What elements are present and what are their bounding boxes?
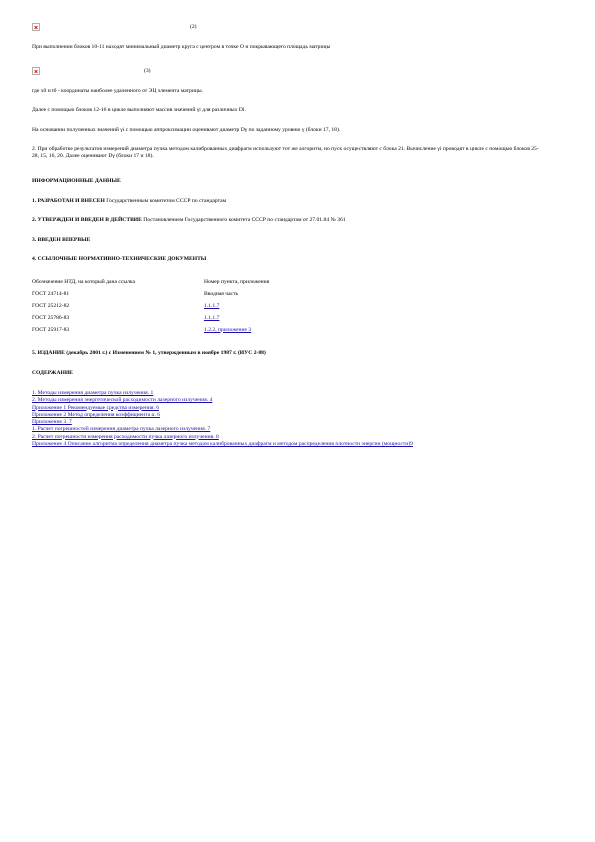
- info-item-2: [32, 217, 539, 224]
- formula-2-row: [32, 22, 539, 32]
- info-item-text: Постановлением Государственного комитета СССР по стандартам от 27.01.84 № 361: [141, 217, 346, 223]
- table-header-row: [32, 276, 269, 288]
- info-item-5: 5. ИЗДАНИЕ (декабрь 2001 г.) с Изменением № 1, утвержденным в ноябре 1987 г. (ИУС 2-88): [32, 350, 266, 356]
- equation-number: (2): [190, 23, 197, 30]
- broken-image-icon: [32, 67, 40, 75]
- table-cell-doc: ГОСТ 25786-83: [32, 314, 70, 321]
- toc-link[interactable]: Приложение 3. 7: [32, 419, 72, 426]
- toc-link[interactable]: 1. Методы измерения диаметра пучка излучения. 1: [32, 390, 154, 396]
- paragraph: На основании полученных значений γi с помощью аппроксимации оценивают диаметр Dγ по заданному уровню γ (блоки 17, 18).: [32, 127, 341, 133]
- toc-link[interactable]: 1. Расчет погрешностей измерения диаметра пучка лазерного излучения. 7: [32, 426, 211, 433]
- info-item-4: 4. ССЫЛОЧНЫЕ НОРМАТИВНО-ТЕХНИЧЕСКИЕ ДОКУМЕНТЫ: [32, 256, 207, 262]
- references-table-wrap: [32, 276, 539, 336]
- column-header: Обозначение НТД, на который дана ссылка: [32, 278, 136, 285]
- toc-link[interactable]: 2. Расчет погрешности измерения расходимости пучка лазерного излучения. 8: [32, 433, 219, 440]
- table-of-contents: [32, 390, 555, 448]
- toc-heading: СОДЕРЖАНИЕ: [32, 370, 73, 376]
- column-header: Номер пункта, приложения: [204, 278, 270, 285]
- table-row: [32, 324, 269, 336]
- info-item-text: Государственным комитетом СССР по стандартам: [104, 198, 227, 204]
- info-item-label: 2. УТВЕРЖДЕН И ВВЕДЕН В ДЕЙСТВИЕ: [32, 217, 142, 223]
- info-item-3: 3. ВВЕДЕН ВПЕРВЫЕ: [32, 237, 91, 243]
- toc-link[interactable]: 2. Методы измерения энергетической расходимости лазерного излучения. 4: [32, 397, 213, 404]
- table-cell-ref-link[interactable]: 1.1.1.7: [204, 302, 220, 309]
- formula-image: [40, 22, 190, 32]
- table-row: [32, 288, 269, 300]
- toc-link[interactable]: Приложение 4 Описание алгоритма определения диаметра пучка методом калиброванных диафрагм и методом распределения плотности энергии (мощности)9: [32, 440, 413, 447]
- equation-number: (3): [144, 67, 151, 74]
- info-item-1: [32, 198, 539, 205]
- info-item-label: 1. РАЗРАБОТАН И ВНЕСЕН: [32, 198, 105, 204]
- toc-link[interactable]: Приложение 1 Рекомендуемые средства измерения. 6: [32, 404, 159, 411]
- paragraph: 2. При обработке результатов измерений диаметра пучка методом калиброванных диафрагм используют тот же алгоритм, но пуск осуществляют с блока 21. Вычисление γi проводят в цикле с помощью блоков 25-28, 15, 16, 20. Далее оценивают Dγ (блоки 17 и 18).: [32, 146, 539, 159]
- info-heading: ИНФОРМАЦИОННЫЕ ДАННЫЕ: [32, 178, 121, 184]
- table-row: [32, 300, 269, 312]
- toc-link[interactable]: Приложение 2 Метод определения коэффициента α. 6: [32, 411, 161, 418]
- paragraph: При выполнении блоков 10-11 находят минимальный диаметр круга с центром в точке О и покрывающего площадь матрицы: [32, 44, 331, 50]
- table-row: [32, 312, 269, 324]
- table-cell-doc: ГОСТ 25212-82: [32, 302, 70, 309]
- references-table: [32, 276, 269, 336]
- formula-3-row: [32, 66, 539, 76]
- broken-image-icon: [32, 23, 40, 31]
- table-cell-doc: ГОСТ 24714-81: [32, 290, 70, 297]
- table-cell-ref: Вводная часть: [204, 290, 239, 297]
- paragraph-where: где х0 и t0 - координаты наиболее удаленного от ЭЦ элемента матрицы.: [32, 88, 204, 94]
- formula-image: [40, 66, 144, 76]
- table-cell-ref-link[interactable]: 1.1.1.7: [204, 314, 220, 321]
- paragraph: Далее с помощью блоков 12-16 в цикле выполняют массив значений γi для различных Di.: [32, 107, 246, 113]
- table-cell-doc: ГОСТ 25917-83: [32, 326, 70, 333]
- table-cell-ref-link[interactable]: 1.2.2, приложение 3: [204, 326, 252, 333]
